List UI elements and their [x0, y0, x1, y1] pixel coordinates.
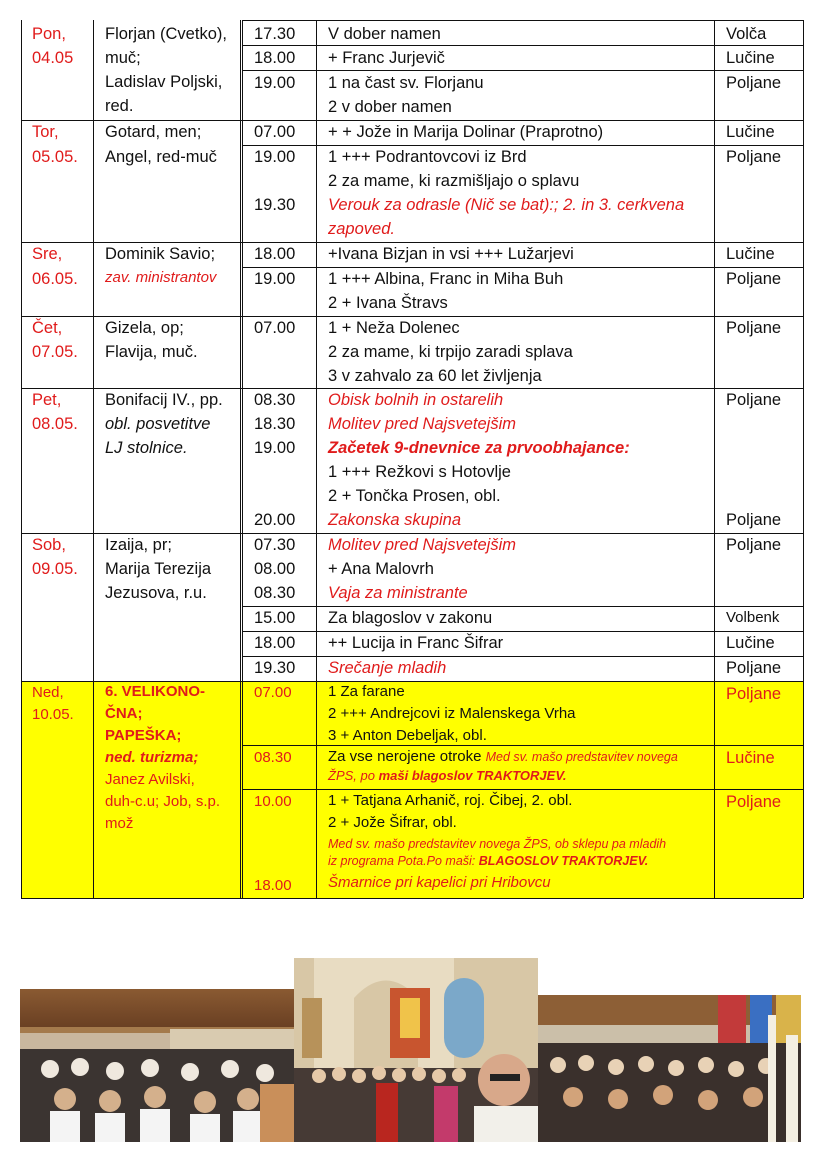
mass-place: Lučine [726, 123, 775, 141]
saint-name: red. [105, 97, 134, 115]
mass-time: 20.00 [254, 511, 296, 529]
mass-intention: 2 + Ivana Štravs [328, 294, 448, 312]
mass-intention: 2 za mame, ki trpijo zaradi splava [328, 343, 573, 361]
grid-line [242, 70, 803, 71]
grid-line [242, 656, 803, 657]
mass-place: Lučine [726, 49, 775, 67]
sunday-title: ČNA; [105, 705, 143, 722]
mass-time: 18.30 [254, 415, 296, 433]
mass-time: 19.00 [254, 74, 296, 92]
grid-line [803, 20, 804, 898]
mass-time: 07.00 [254, 123, 296, 141]
day-name: Sob, [32, 536, 66, 554]
mass-intention: 1 na čast sv. Florjanu [328, 74, 484, 92]
grid-line [316, 20, 317, 898]
mass-intention: 3 v zahvalo za 60 let življenja [328, 367, 542, 385]
mass-time: 10.00 [254, 793, 292, 810]
saint-name: Ladislav Poljski, [105, 73, 223, 91]
mass-intention: +Ivana Bizjan in vsi +++ Lužarjevi [328, 245, 574, 263]
saint-name: Angel, red-muč [105, 148, 217, 166]
grid-line [240, 20, 241, 898]
mass-time: 15.00 [254, 609, 296, 627]
mass-time: 18.00 [254, 49, 296, 67]
day-name: Pet, [32, 391, 62, 409]
saint-name: Bonifacij IV., pp. [105, 391, 223, 409]
event-text: Začetek 9-dnevnice za prvoobhajance: [328, 439, 630, 457]
grid-line [242, 20, 243, 898]
saint-name: Gotard, men; [105, 123, 202, 141]
mass-intention: 2 +++ Andrejcovi iz Malenskega Vrha [328, 705, 576, 722]
saint-name: obl. posvetitve [105, 415, 211, 433]
day-date: 04.05 [32, 49, 74, 67]
day-name: Pon, [32, 25, 66, 43]
saint-name: duh-c.u; Job, s.p. [105, 793, 221, 810]
mass-intention: + + Jože in Marija Dolinar (Praprotno) [328, 123, 604, 141]
mass-time: 08.30 [254, 749, 292, 766]
mass-intention: 1 + Tatjana Arhanič, roj. Čibej, 2. obl. [328, 792, 573, 809]
grid-line [242, 45, 803, 46]
mass-intention: 1 Za farane [328, 683, 405, 700]
event-text: Molitev pred Najsvetejšim [328, 415, 516, 433]
mass-time: 19.00 [254, 439, 296, 457]
mass-place: Poljane [726, 74, 782, 92]
grid-line [242, 789, 803, 790]
mass-time: 18.00 [254, 877, 292, 894]
mass-place: Volča [726, 25, 767, 43]
saint-name: Gizela, op; [105, 319, 184, 337]
day-name: Čet, [32, 319, 63, 337]
photo-church-congregation-right [538, 995, 801, 1142]
day-date: 08.05. [32, 415, 78, 433]
event-text: Zakonska skupina [328, 511, 461, 529]
day-name: Ned, [32, 684, 64, 701]
day-date: 10.05. [32, 706, 74, 723]
grid-line [242, 631, 803, 632]
day-date: 09.05. [32, 560, 78, 578]
event-text: zapoved. [328, 220, 395, 238]
mass-intention: 2 za mame, ki razmišljajo o splavu [328, 172, 580, 190]
mass-time: 19.00 [254, 270, 296, 288]
mass-place: Poljane [726, 659, 782, 677]
mass-place: Poljane [726, 536, 782, 554]
mass-place: Lučine [726, 749, 775, 767]
mass-place: Poljane [726, 793, 782, 811]
event-text: Vaja za ministrante [328, 584, 468, 602]
grid-line [93, 20, 94, 898]
mass-time: 18.00 [254, 634, 296, 652]
mass-intention: 3 + Anton Debeljak, obl. [328, 727, 487, 744]
mass-place: Poljane [726, 270, 782, 288]
photo-church-congregation-left [20, 989, 294, 1142]
event-text: Obisk bolnih in ostarelih [328, 391, 504, 409]
mass-intention: 2 v dober namen [328, 98, 452, 116]
mass-intention: ++ Lucija in Franc Šifrar [328, 634, 504, 652]
event-text: Verouk za odrasle (Nič se bat):; 2. in 3. cerkvena [328, 196, 685, 214]
mass-time: 07.00 [254, 319, 296, 337]
mass-time: 08.30 [254, 391, 296, 409]
mass-place: Poljane [726, 391, 782, 409]
mass-intention: 2 + Tončka Prosen, obl. [328, 487, 501, 505]
saint-name: Marija Terezija [105, 560, 212, 578]
mass-intention: 2 + Jože Šifrar, obl. [328, 814, 457, 831]
mass-time: 07.30 [254, 536, 296, 554]
mass-time: 19.00 [254, 148, 296, 166]
sunday-title: ned. turizma; [105, 749, 199, 766]
grid-line [242, 745, 803, 746]
saint-name: Janez Avilski, [105, 771, 195, 788]
mass-place: Volbenk [726, 609, 780, 626]
mass-intention: 1 +++ Režkovi s Hotovlje [328, 463, 511, 481]
saint-name: zav. ministrantov [105, 269, 217, 286]
saint-name: muč; [105, 49, 141, 67]
mass-intention: 1 + Neža Dolenec [328, 319, 460, 337]
day-name: Sre, [32, 245, 63, 263]
mass-time: 19.30 [254, 196, 296, 214]
event-text: Šmarnice pri kapelici pri Hribovcu [328, 874, 551, 891]
mass-time: 08.00 [254, 560, 296, 578]
grid-line [21, 20, 22, 898]
sunday-title: 6. VELIKONO- [105, 683, 206, 700]
event-text: ŽPS, po maši blagoslov TRAKTORJEV. [328, 768, 567, 783]
saint-name: LJ stolnice. [105, 439, 188, 457]
mass-time: 17.30 [254, 25, 296, 43]
mass-intention: + Ana Malovrh [328, 560, 434, 578]
grid-line [21, 898, 803, 899]
day-date: 05.05. [32, 148, 78, 166]
saint-name: Jezusova, r.u. [105, 584, 207, 602]
day-date: 07.05. [32, 343, 78, 361]
saint-name: Florjan (Cvetko), [105, 25, 227, 43]
mass-place: Poljane [726, 511, 782, 529]
grid-line [242, 606, 803, 607]
sunday-title: PAPEŠKA; [105, 727, 182, 744]
saint-name: Izaija, pr; [105, 536, 172, 554]
event-text: iz programa Pota.Po maši: BLAGOSLOV TRAKTORJEV. [328, 854, 649, 868]
mass-time: 19.30 [254, 659, 296, 677]
mass-time: 08.30 [254, 584, 296, 602]
mass-intention: + Franc Jurjevič [328, 49, 445, 67]
mass-intention: 1 +++ Albina, Franc in Miha Buh [328, 270, 564, 288]
event-text: Srečanje mladih [328, 659, 447, 677]
mass-place: Poljane [726, 685, 782, 703]
photo-altar-group [294, 958, 538, 1142]
saint-name: Flavija, muč. [105, 343, 198, 361]
mass-intention: Za vse nerojene otroke Med sv. mašo predstavitev novega [328, 748, 678, 765]
saint-name: mož [105, 815, 134, 832]
mass-intention: V dober namen [328, 25, 441, 43]
mass-place: Lučine [726, 245, 775, 263]
mass-place: Lučine [726, 634, 775, 652]
event-text: Med sv. mašo predstavitev novega ŽPS, ob sklepu pa mladih [328, 837, 667, 851]
grid-line [714, 20, 715, 898]
day-date: 06.05. [32, 270, 78, 288]
mass-place: Poljane [726, 319, 782, 337]
mass-time: 07.00 [254, 684, 292, 701]
mass-intention: 1 +++ Podrantovcovi iz Brd [328, 148, 527, 166]
mass-time: 18.00 [254, 245, 296, 263]
grid-line [242, 20, 803, 21]
mass-place: Poljane [726, 148, 782, 166]
day-name: Tor, [32, 123, 59, 141]
event-text: Molitev pred Najsvetejšim [328, 536, 516, 554]
mass-intention: Za blagoslov v zakonu [328, 609, 493, 627]
saint-name: Dominik Savio; [105, 245, 216, 263]
